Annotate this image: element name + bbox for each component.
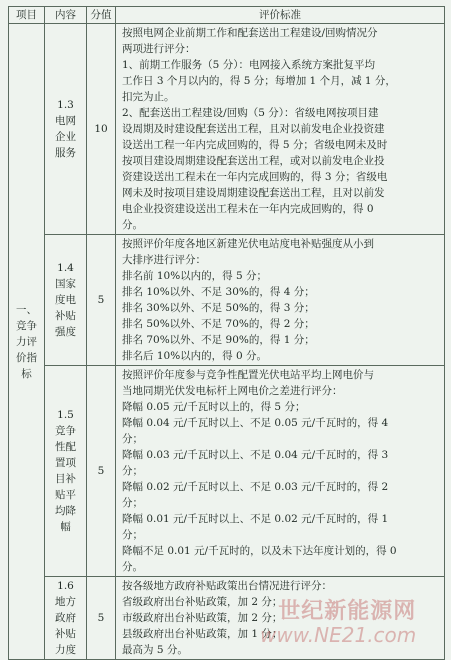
standard-line: 1、前期工作服务（5 分）：电网接入系统方案批复平均 <box>122 59 375 71</box>
project-name-part: 竞争 <box>16 319 37 332</box>
standard-line: 当地同期光伏发电标杆上网电价之差进行评分： <box>122 385 343 397</box>
header-standard: 评价标准 <box>116 7 445 24</box>
standard-line: 降幅 0.01 元/千瓦时以上、不足 0.02 元/千瓦时的，得 1 <box>122 513 389 525</box>
standard-line: 降幅 0.03 元/千瓦时以上、不足 0.04 元/千瓦时的，得 3 <box>122 449 389 461</box>
content-part: 性配 <box>55 441 76 453</box>
content-part: 1.5 <box>57 409 74 421</box>
standard-line: 按项目建设周期建设配套送出工程，或对以前发电企业投 <box>122 155 385 167</box>
watermark-title: 世纪新能源网 <box>278 599 417 624</box>
project-cell <box>9 24 45 660</box>
watermark-url: www.NE21.com <box>260 623 417 647</box>
standard-line: 设周期及时建设配套送出工程，且对以前发电企业投资建 <box>122 123 385 135</box>
content-part: 地方 <box>55 596 76 608</box>
standard-line: 工作日 3 个月以内的，得 5 分；每增加 1 个月，减 1 分， <box>122 75 396 87</box>
score-cell: 5 <box>87 577 116 660</box>
standard-line: 设送出工程一年内完成回购的，得 5 分；省级电网未及时 <box>122 139 388 151</box>
standard-line: 分； <box>122 497 143 509</box>
content-cell <box>45 577 87 660</box>
content-part: 幅 <box>60 521 71 533</box>
standard-line: 扣完为止。 <box>122 91 175 103</box>
content-part: 补贴 <box>55 628 76 640</box>
standard-cell <box>116 366 445 577</box>
standard-cell <box>116 24 445 235</box>
standard-line: 降幅 0.05 元/千瓦时以上的，得 5 分； <box>122 401 306 413</box>
standard-line: 网未及时按项目建设周期建设配套送出工程，且对以前发 <box>122 187 385 199</box>
standard-line: 按各级地方政府补贴政策出台情况进行评分： <box>122 580 332 592</box>
content-cell <box>45 366 87 577</box>
standard-line: 分； <box>122 529 143 541</box>
score-cell: 5 <box>87 366 116 577</box>
content-part: 度电 <box>55 294 76 306</box>
project-name-part: 力评 <box>16 335 37 348</box>
project-name-part: 价指 <box>16 351 37 364</box>
content-part: 力度 <box>55 644 76 656</box>
content-part: 均降 <box>55 505 76 517</box>
standard-line: 降幅 0.04 元/千瓦时以上、不足 0.05 元/千瓦时的，得 4 <box>122 417 389 429</box>
project-name-part: 一、 <box>16 303 37 316</box>
content-part: 竞争 <box>55 425 76 437</box>
content-part: 服务 <box>55 147 76 159</box>
header-content: 内容 <box>45 7 87 24</box>
standard-line: 排名 70%以外、不足 90%的，得 1 分； <box>122 334 315 346</box>
content-part: 电网 <box>55 115 76 127</box>
standard-line: 资建设送出工程未在一年内完成回购的，得 3 分；省级电 <box>122 171 388 183</box>
standard-line: 排名 50%以外、不足 70%的，得 2 分； <box>122 318 315 330</box>
standard-line: 两项进行评分： <box>122 43 196 55</box>
content-part: 补贴 <box>55 310 76 322</box>
content-part: 企业 <box>55 131 76 143</box>
header-project: 项目 <box>9 7 45 24</box>
table-row <box>9 24 445 235</box>
standard-line: 排名前 10%以内的，得 5 分； <box>122 270 268 282</box>
header-score: 分值 <box>87 7 116 24</box>
standard-line: 降幅 0.02 元/千瓦时以上、不足 0.03 元/千瓦时的，得 2 <box>122 481 389 493</box>
standard-line: 市级政府出台补贴政策，加 2 分； <box>122 612 283 624</box>
standard-line: 分； <box>122 433 143 445</box>
standard-line: 分。 <box>122 219 143 231</box>
standard-line: 最高为 5 分。 <box>122 644 188 656</box>
content-part: 置项 <box>55 457 76 469</box>
standard-cell <box>116 235 445 366</box>
standard-line: 排名后 10%以内的，得 0 分。 <box>122 350 268 362</box>
evaluation-table <box>8 6 445 660</box>
standard-line: 县级政府出台补贴政策，加 1 分； <box>122 628 283 640</box>
score-cell: 5 <box>87 235 116 366</box>
standard-line: 电企业投资建设送出工程未在一年内完成回购的，得 0 <box>122 203 374 215</box>
standard-line: 省级政府出台补贴政策，加 2 分； <box>122 596 283 608</box>
standard-line: 大排序进行评分： <box>122 254 206 266</box>
standard-line: 分； <box>122 465 143 477</box>
content-part: 国家 <box>55 278 76 290</box>
standard-line: 2、配套送出工程建设/回购（5 分）：省级电网按项目建 <box>122 107 379 119</box>
content-part: 目补 <box>55 473 76 485</box>
content-part: 政府 <box>55 612 76 624</box>
standard-line: 按照评价年度参与竞争性配置光伏电站平均上网电价与 <box>122 369 374 381</box>
table-header-row <box>9 7 445 24</box>
content-cell <box>45 235 87 366</box>
score-cell: 10 <box>87 24 116 235</box>
standard-line: 按照评价年度各地区新建光伏电站度电补贴强度从小到 <box>122 238 374 250</box>
table-row <box>9 235 445 366</box>
table-row <box>9 577 445 660</box>
content-part: 1.3 <box>57 99 74 111</box>
standard-line: 分。 <box>122 561 143 573</box>
content-part: 1.4 <box>57 262 74 274</box>
standard-line: 降幅不足 0.01 元/千瓦时的，以及未下达年度计划的，得 0 <box>122 545 397 557</box>
standard-line: 排名 30%以外、不足 50%的，得 3 分； <box>122 302 315 314</box>
standard-line: 按照电网企业前期工作和配套送出工程建设/回购情况分 <box>122 27 378 39</box>
standard-cell <box>116 577 445 660</box>
table-row <box>9 366 445 577</box>
content-part: 强度 <box>55 326 76 338</box>
content-cell <box>45 24 87 235</box>
content-part: 贴平 <box>55 489 76 501</box>
project-name-part: 标 <box>21 367 32 380</box>
content-part: 1.6 <box>57 580 74 592</box>
standard-line: 排名 10%以外、不足 30%的，得 4 分； <box>122 286 315 298</box>
